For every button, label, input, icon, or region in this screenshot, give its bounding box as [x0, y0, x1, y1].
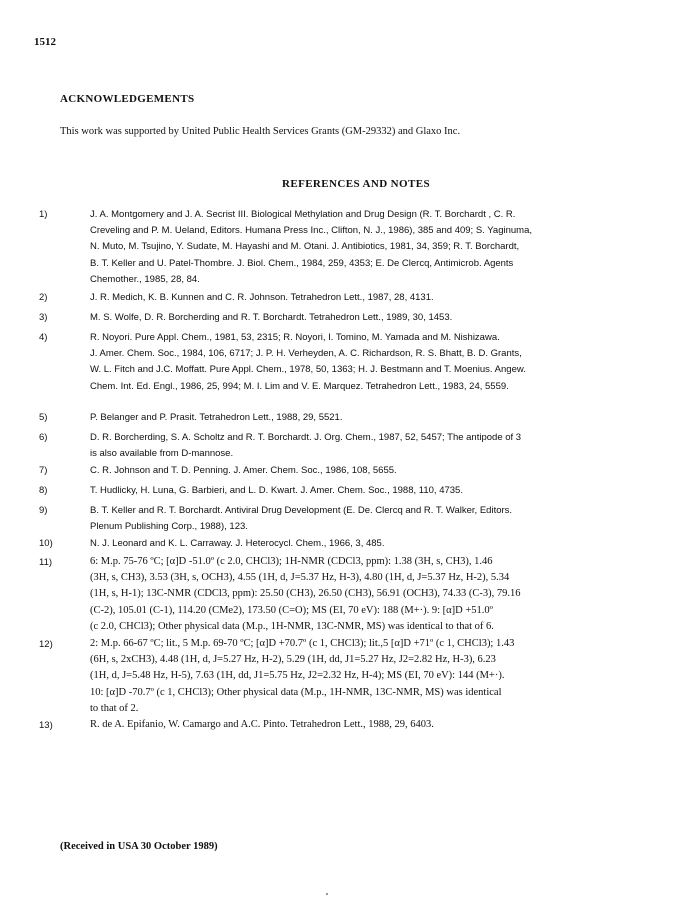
reference-line: Chemother., 1985, 28, 84.: [90, 273, 200, 285]
references-heading: REFERENCES AND NOTES: [282, 178, 430, 190]
reference-line: W. L. Fitch and J.C. Moffatt. Pure Appl. Chem., 1978, 50, 1363; H. J. Bestmann and T. Moenius. Angew.: [90, 364, 526, 376]
reference-line: B. T. Keller and U. Patel-Thombre. J. Biol. Chem., 1984, 259, 4353; E. De Clercq, Antimicrob. Agents: [90, 257, 514, 269]
scan-speck: [326, 893, 328, 895]
reference-line: (C-2), 105.01 (C-1), 114.20 (CMe2), 173.50 (C=O); MS (EI, 70 eV): 188 (M+·). 9: [α]D +51.0º: [90, 604, 493, 616]
reference-number: 11): [39, 557, 53, 568]
reference-line: 6: M.p. 75-76 ºC; [α]D -51.0º (c 2.0, CHCl3); 1H-NMR (CDCl3, ppm): 1.38 (3H, s, CH3), 1.46: [90, 556, 493, 567]
reference-number: 6): [39, 432, 48, 443]
reference-number: 5): [39, 412, 48, 423]
page-number: 1512: [34, 36, 56, 48]
received-date: (Received in USA 30 October 1989): [60, 841, 218, 852]
reference-line: (1H, s, H-1); 13C-NMR (CDCl3, ppm): 25.50 (CH3), 26.50 (CH3), 56.91 (OCH3), 74.33 (C-3), 79.16: [90, 588, 521, 600]
reference-number: 1): [39, 209, 48, 220]
reference-number: 10): [39, 538, 53, 549]
reference-number: 7): [39, 465, 48, 476]
reference-line: D. R. Borcherding, S. A. Scholtz and R. T. Borchardt. J. Org. Chem., 1987, 52, 5457; The antipode of 3: [90, 432, 522, 443]
reference-number: 3): [39, 312, 48, 323]
reference-line: N. Muto, M. Tsujino, Y. Sudate, M. Hayashi and M. Otani. J. Antibiotics, 1981, 34, 359; R. T. Borchardt,: [90, 241, 520, 253]
reference-line: T. Hudlicky, H. Luna, G. Barbieri, and L. D. Kwart. J. Amer. Chem. Soc., 1988, 110, 4735.: [90, 485, 463, 496]
reference-line: (3H, s, CH3), 3.53 (3H, s, OCH3), 4.55 (1H, d, J=5.37 Hz, H-3), 4.80 (1H, d, J=5.37 Hz, H-2), 5.34: [90, 572, 510, 584]
reference-number: 9): [39, 505, 48, 516]
reference-number: 13): [39, 720, 53, 731]
reference-line: C. R. Johnson and T. D. Penning. J. Amer. Chem. Soc., 1986, 108, 5655.: [90, 465, 397, 476]
acknowledgements-heading: ACKNOWLEDGEMENTS: [60, 93, 195, 105]
reference-line: Plenum Publishing Corp., 1988), 123.: [90, 521, 248, 533]
reference-line: is also available from D-mannose.: [90, 448, 234, 460]
reference-line: 10: [α]D -70.7º (c 1, CHCl3); Other physical data (M.p., 1H-NMR, 13C-NMR, MS) was identical: [90, 686, 502, 698]
reference-line: J. A. Montgomery and J. A. Secrist III. Biological Methylation and Drug Design (R. T. Borchardt , C. R.: [90, 209, 516, 220]
reference-line: J. Amer. Chem. Soc., 1984, 106, 6717; J. P. H. Verheyden, A. C. Richardson, R. S. Bhatt, B. D. Grants,: [90, 348, 522, 360]
reference-line: (6H, s, 2xCH3), 4.48 (1H, d, J=5.27 Hz, H-2), 5.29 (1H, dd, J1=5.27 Hz, J2=2.82 Hz, H-3), 6.23: [90, 654, 496, 666]
reference-line: N. J. Leonard and K. L. Carraway. J. Heterocycl. Chem., 1966, 3, 485.: [90, 538, 385, 549]
reference-line: (c 2.0, CHCl3); Other physical data (M.p., 1H-NMR, 13C-NMR, MS) was identical to that of 6.: [90, 620, 494, 632]
reference-line: R. Noyori. Pure Appl. Chem., 1981, 53, 2315; R. Noyori, I. Tomino, M. Yamada and M. Nishizawa.: [90, 332, 500, 343]
reference-line: B. T. Keller and R. T. Borchardt. Antiviral Drug Development (E. De. Clercq and R. T. Walker, Editors.: [90, 505, 513, 516]
reference-number: 8): [39, 485, 48, 496]
reference-number: 4): [39, 332, 48, 343]
reference-number: 2): [39, 292, 48, 303]
reference-number: 12): [39, 639, 53, 650]
reference-line: Chem. Int. Ed. Engl., 1986, 25, 994; M. I. Lim and V. E. Marquez. Tetrahedron Lett., 1983, 24, 5559.: [90, 380, 509, 392]
reference-line: R. de A. Epifanio, W. Camargo and A.C. Pinto. Tetrahedron Lett., 1988, 29, 6403.: [90, 719, 434, 730]
acknowledgements-text: This work was supported by United Public Health Services Grants (GM-29332) and Glaxo Inc.: [60, 126, 461, 137]
reference-line: Creveling and P. M. Ueland, Editors. Humana Press Inc., Clifton, N. J., 1986), 385 and 409; S. Yaginuma,: [90, 225, 532, 237]
reference-line: to that of 2.: [90, 702, 139, 714]
reference-line: 2: M.p. 66-67 ºC; lit., 5 M.p. 69-70 ºC; [α]D +70.7º (c 1, CHCl3); lit.,5 [α]D +71º (c 1, CHCl3); 1.43: [90, 638, 515, 649]
reference-line: M. S. Wolfe, D. R. Borcherding and R. T. Borchardt. Tetrahedron Lett., 1989, 30, 1453.: [90, 312, 453, 323]
reference-line: J. R. Medich, K. B. Kunnen and C. R. Johnson. Tetrahedron Lett., 1987, 28, 4131.: [90, 292, 434, 303]
reference-line: P. Belanger and P. Prasit. Tetrahedron Lett., 1988, 29, 5521.: [90, 412, 343, 423]
reference-line: (1H, d, J=5.48 Hz, H-5), 7.63 (1H, dd, J1=5.75 Hz, J2=2.32 Hz, H-4); MS (EI, 70 eV): 144 (M+·).: [90, 670, 505, 682]
